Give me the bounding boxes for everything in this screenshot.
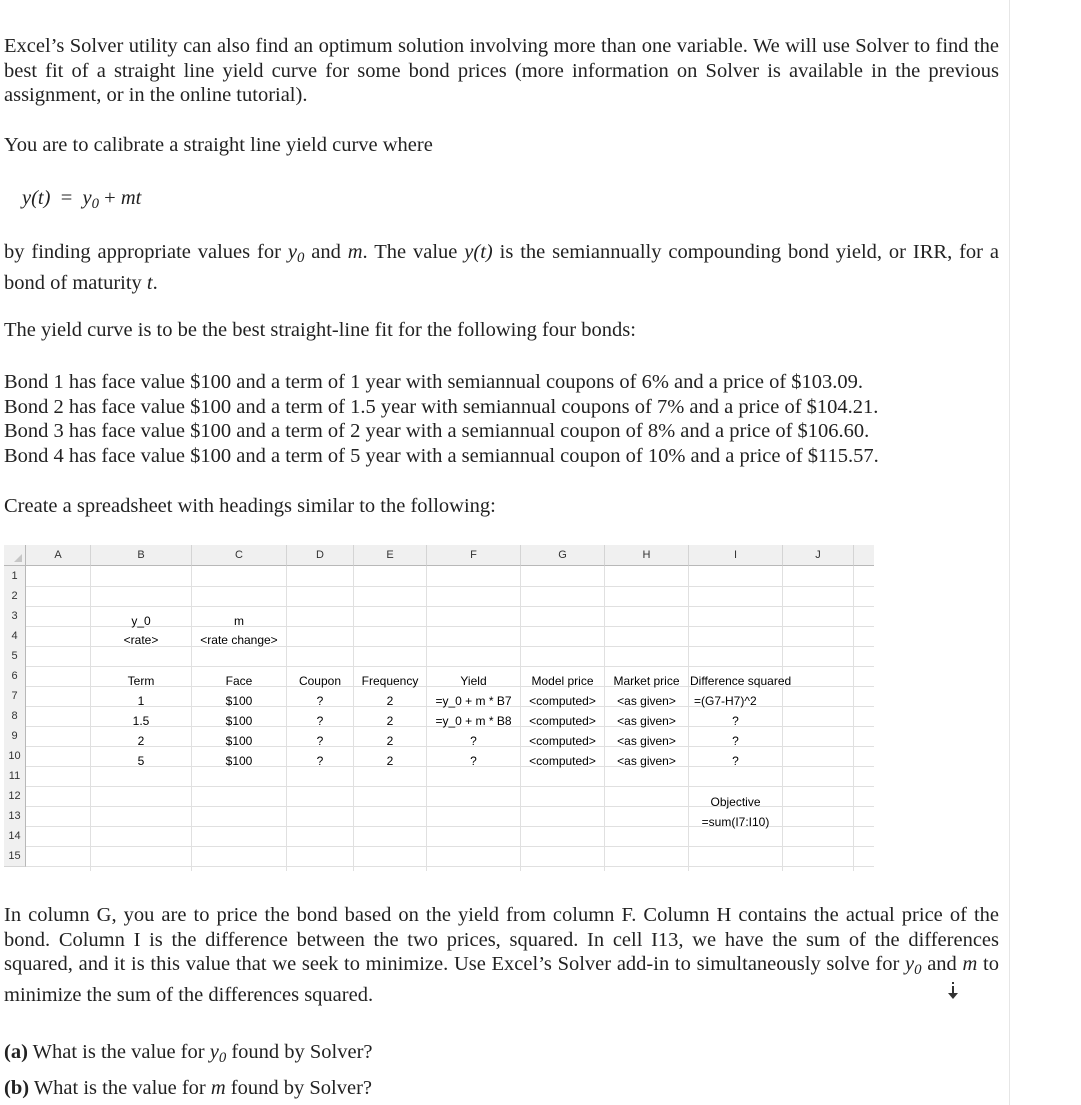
bond-item: Bond 4 has face value $100 and a term of 5 year with a semiannual coupon of 10% and a price of $115.57. [4,444,879,467]
difference-squared-cell[interactable]: ? [732,734,739,748]
column-text-y: y [905,953,915,975]
frequency-cell[interactable]: 2 [386,754,394,768]
intro-paragraph: Excel’s Solver utility can also find an optimum solution involving more than one variable. We will use Solver to find the best fit of a straight line yield curve for some bond prices (more information on Solver is available in the previous assignment, or in the online tutorial). [4,35,999,106]
row-header: 10 [4,746,26,767]
y0-value-cell[interactable]: <rate> [123,633,159,647]
finding-text-2: and [304,241,348,263]
question-b [4,1076,999,1101]
m-label-cell[interactable]: m [234,614,244,628]
yield-cell[interactable]: =y_0 + m * B8 [435,714,512,728]
equation-y0-sub: 0 [91,196,99,213]
model-price-cell[interactable]: <computed> [529,734,596,748]
select-all-corner [4,545,26,566]
header-yield[interactable]: Yield [460,674,487,688]
finding-text-5: . [152,271,158,294]
down-arrow-icon[interactable] [947,982,959,1000]
header-difference-squared[interactable]: Difference squared [690,674,792,688]
yield-cell[interactable]: ? [470,734,477,748]
row-header: 11 [4,766,26,787]
grid-line [26,846,874,847]
header-frequency[interactable]: Frequency [361,674,419,688]
question-a-sub: 0 [218,1050,227,1067]
finding-y-sub: 0 [296,250,305,267]
objective-label-cell[interactable]: Objective [710,795,761,809]
column-header: C [192,545,287,566]
page-edge [1009,0,1010,1105]
finding-text-4: is the semiannually compounding bond yield, or IRR, for a bond of maturity [4,241,999,294]
row-header: 6 [4,666,26,687]
row-header: 15 [4,846,26,867]
row-header: 14 [4,826,26,847]
column-header: I [689,545,783,566]
calibrate-paragraph: You are to calibrate a straight line yield curve where [4,134,433,156]
header-coupon[interactable]: Coupon [298,674,342,688]
coupon-cell[interactable]: ? [316,754,324,768]
finding-t: t [146,271,153,294]
header-term[interactable]: Term [127,674,155,688]
difference-squared-cell[interactable]: ? [732,754,739,768]
column-header: B [91,545,192,566]
term-cell[interactable]: 5 [137,754,145,768]
column-header: D [287,545,354,566]
coupon-cell[interactable]: ? [316,694,324,708]
header-model-price[interactable]: Model price [531,674,594,688]
column-header-filler [854,545,874,566]
row-header: 8 [4,706,26,727]
question-a-text: What is the value for [27,1041,210,1063]
market-price-cell[interactable]: <as given> [617,714,676,728]
frequency-cell[interactable]: 2 [386,734,394,748]
column-header: G [521,545,605,566]
difference-squared-cell[interactable]: =(G7-H7)^2 [694,694,757,708]
finding-text-1: by finding appropriate values for [4,241,288,263]
market-price-cell[interactable]: <as given> [617,754,676,768]
finding-yt: y(t) [464,241,493,263]
market-price-cell[interactable]: <as given> [617,734,676,748]
frequency-cell[interactable]: 2 [386,694,394,708]
bond-item: Bond 1 has face value $100 and a term of 1 year with semiannual coupons of 6% and a price of $103.09. [4,371,864,393]
term-cell[interactable]: 1 [137,694,145,708]
question-a-label: (a) [4,1041,28,1063]
row-header: 12 [4,786,26,807]
row-header: 2 [4,586,26,607]
face-cell[interactable]: $100 [225,694,253,708]
grid-line [26,586,874,587]
face-cell[interactable]: $100 [225,734,253,748]
column-header: J [783,545,854,566]
column-text-m: m [962,953,978,975]
model-price-cell[interactable]: <computed> [529,694,596,708]
column-header: A [26,545,91,566]
row-header: 9 [4,726,26,747]
equation-y0: y [82,187,92,209]
question-a [4,1040,999,1071]
row-header: 3 [4,606,26,627]
market-price-cell[interactable]: <as given> [617,694,676,708]
coupon-cell[interactable]: ? [316,734,324,748]
question-a-tail: found by Solver? [226,1041,373,1063]
question-b-var: m [210,1077,226,1099]
difference-squared-cell[interactable]: ? [732,714,739,728]
equation-plus: + [104,187,116,209]
face-cell[interactable]: $100 [225,714,253,728]
row-header: 7 [4,686,26,707]
column-text-y-sub: 0 [914,962,922,979]
face-cell[interactable]: $100 [225,754,253,768]
frequency-cell[interactable]: 2 [386,714,394,728]
finding-m: m [347,241,363,263]
grid-line [26,866,874,867]
objective-formula-cell[interactable]: =sum(I7:I10) [701,815,770,829]
column-explanation-paragraph [4,903,999,1007]
column-header: H [605,545,689,566]
row-header: 4 [4,626,26,647]
column-header: E [354,545,427,566]
create-paragraph: Create a spreadsheet with headings similar to the following: [4,495,496,517]
yield-cell[interactable]: =y_0 + m * B7 [435,694,512,708]
grid-line [26,666,874,667]
fit-paragraph: The yield curve is to be the best straight-line fit for the following four bonds: [4,319,636,341]
column-text: In column G, you are to price the bond based on the yield from column F. Column H contains the actual price of the bond. Column I is the difference between the two prices, squared. In cell I13, we have the sum of the differences squared, and it is this value that we seek to minimize. Use Excel’s Solver add-in to simultaneously solve for [4,904,999,975]
finding-paragraph [4,240,999,295]
question-b-label: (b) [4,1077,30,1099]
equation-equals: = [60,187,73,209]
question-b-tail: found by Solver? [225,1077,372,1099]
row-header: 13 [4,806,26,827]
term-cell[interactable]: 1.5 [132,714,150,728]
term-cell[interactable]: 2 [137,734,145,748]
column-header: F [427,545,521,566]
question-b-text: What is the value for [29,1077,211,1099]
m-value-cell[interactable]: <rate change> [200,633,278,647]
bond-item: Bond 2 has face value $100 and a term of 1.5 year with semiannual coupons of 7% and a price of $104.21. [4,395,879,418]
row-header: 5 [4,646,26,667]
header-face[interactable]: Face [225,674,253,688]
y0-label-cell[interactable]: y_0 [131,614,151,628]
question-a-var: y [209,1041,219,1063]
model-price-cell[interactable]: <computed> [529,714,596,728]
coupon-cell[interactable]: ? [316,714,324,728]
grid-line [26,786,874,787]
bond-item: Bond 3 has face value $100 and a term of 2 year with a semiannual coupon of 8% and a price of $106.60. [4,420,870,442]
column-text-and: and [921,953,963,975]
equation-lhs: y(t) [22,187,51,209]
finding-y: y [287,241,297,263]
spreadsheet [4,545,874,871]
bond-list [4,370,999,468]
row-header: 1 [4,566,26,587]
header-market-price[interactable]: Market price [613,674,680,688]
yield-cell[interactable]: ? [470,754,477,768]
grid-line [26,606,874,607]
yield-equation [22,186,1017,217]
finding-text-3: . The value [362,241,465,263]
equation-mt: mt [120,187,142,209]
column-text-end: to minimize the sum of the differences squared. [4,953,1000,1006]
model-price-cell[interactable]: <computed> [529,754,596,768]
